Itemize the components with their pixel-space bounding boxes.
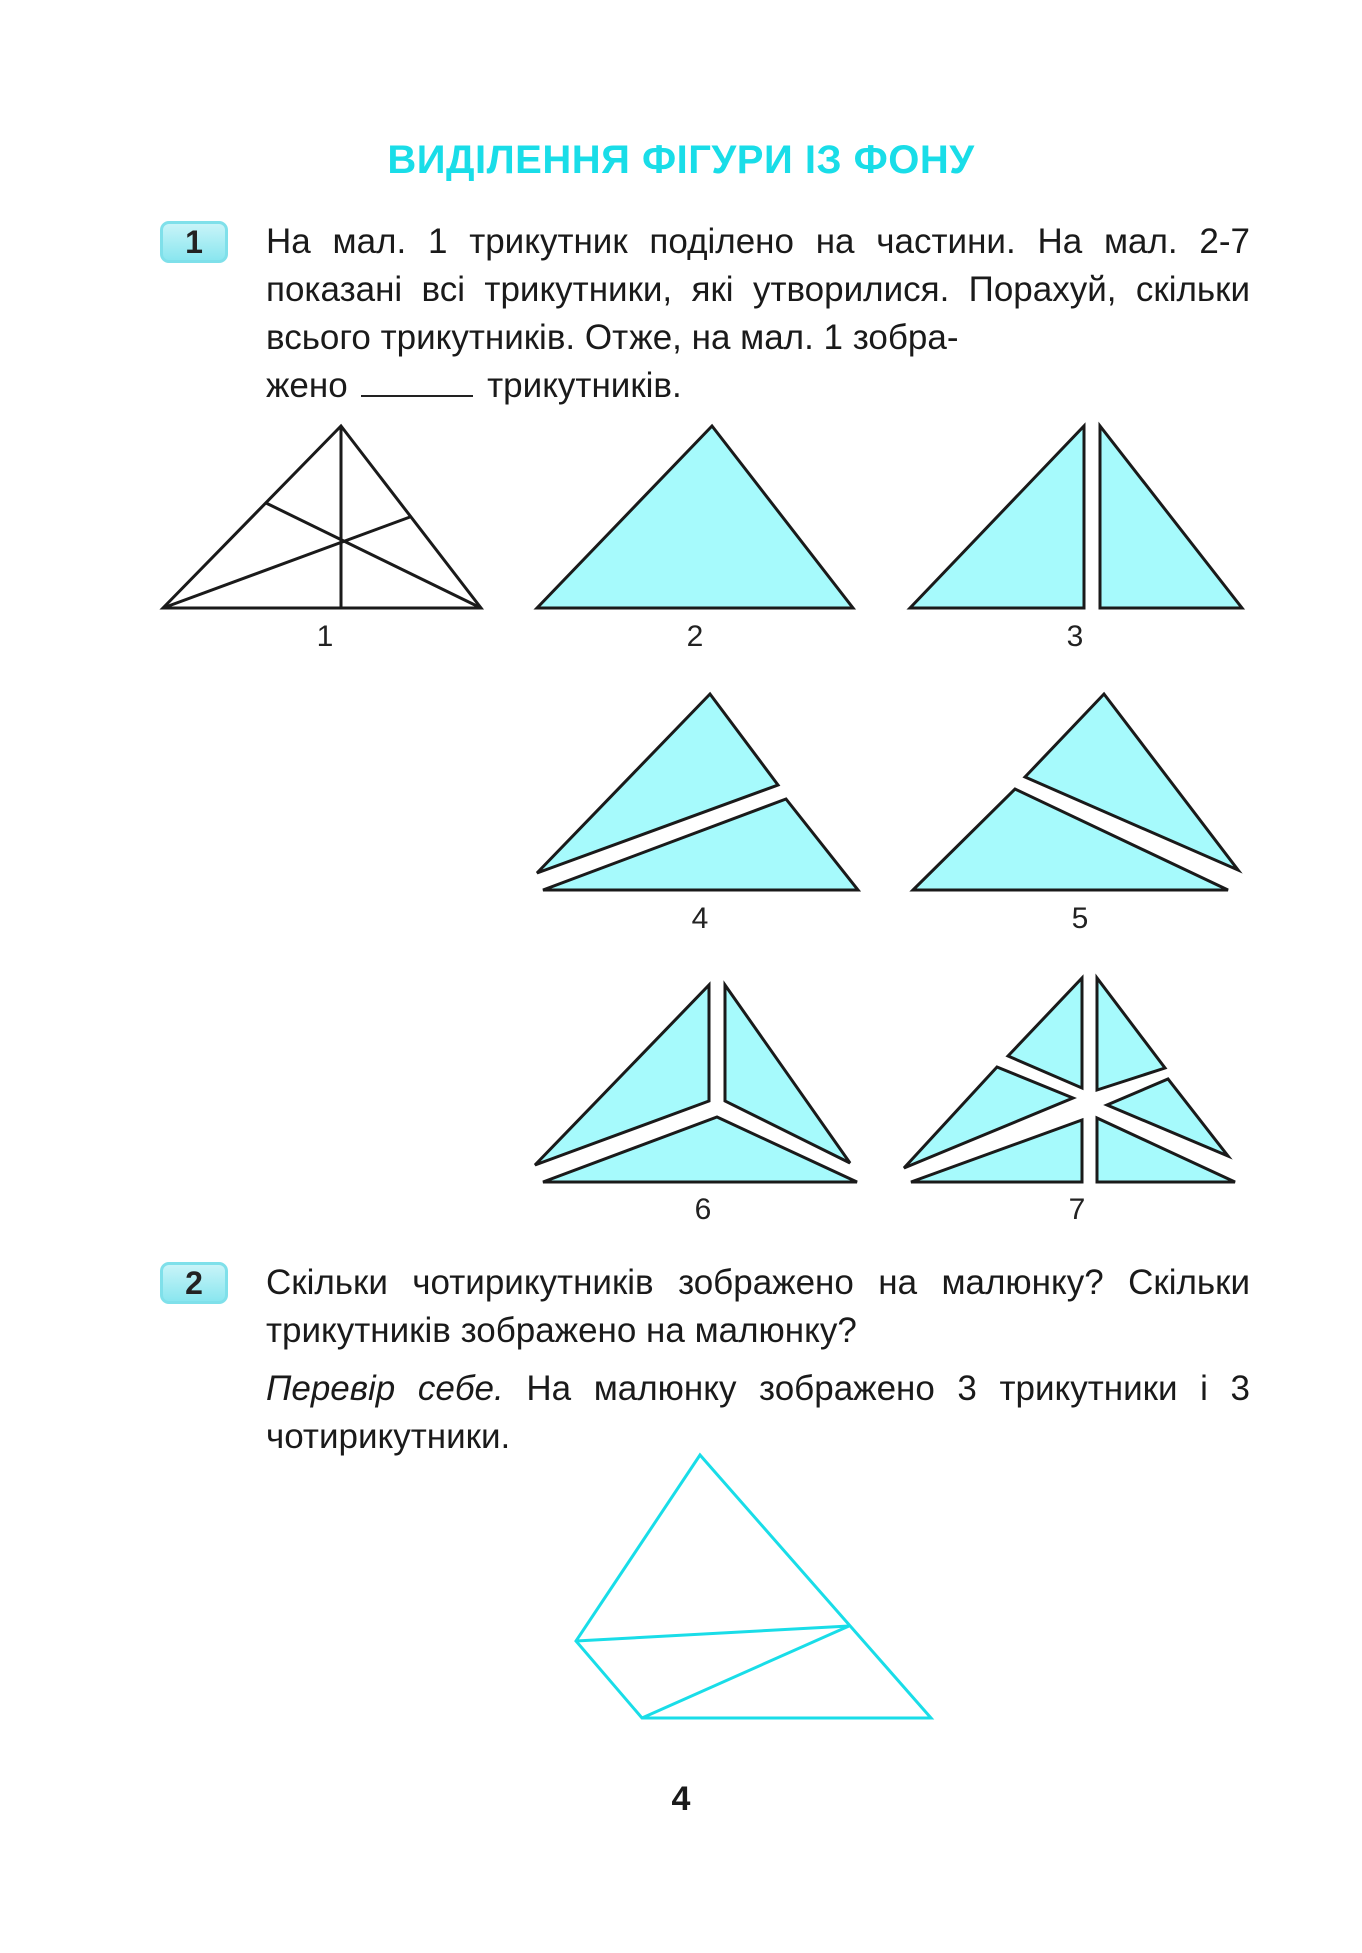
caption-7: 7 [1068,1193,1086,1226]
figure-2-triangle [537,426,853,608]
page-title: ВИДІЛЕННЯ ФІГУРИ ІЗ ФОНУ [387,138,975,182]
task-1-paragraph: На мал. 1 трикутник поділено на частини. На мал. 2-7 показані всі трикутники, які утворилися. Порахуй, скільки всього трикутників. Отже, на мал. 1 зобра- [266,222,1250,357]
caption-4: 4 [691,902,709,935]
caption-1: 1 [316,620,334,653]
caption-2: 2 [686,620,704,653]
task-2-number: 2 [185,1265,203,1301]
caption-3: 3 [1066,620,1084,653]
caption-5: 5 [1071,902,1089,935]
task-2-figure [576,1455,931,1718]
figure-1-triangle [163,426,481,608]
page-number: 4 [671,1780,691,1818]
figure-3-triangles [910,426,1242,608]
figure-5-triangles [913,694,1238,890]
task-1-text-end: трикутників. [487,366,682,405]
figure-7-triangles [904,978,1235,1182]
task-1-number: 1 [185,224,203,260]
task-2-text [266,1259,1250,1461]
figure-4-triangles [537,694,858,890]
task-1-text-start: жено [266,366,348,405]
check-label: Перевір себе. [266,1369,504,1408]
figure-6-triangles [535,985,857,1182]
task-2-check [266,1365,1250,1461]
caption-6: 6 [694,1193,712,1226]
check-text: На малюнку зображено 3 трикутники і 3 чотирикутники. [266,1369,1251,1456]
task-2-badge [160,1262,228,1304]
task-2-question: Скільки чотирикутників зображено на малюнку? Скільки трикутників зображено на малюнку? [266,1263,1250,1350]
